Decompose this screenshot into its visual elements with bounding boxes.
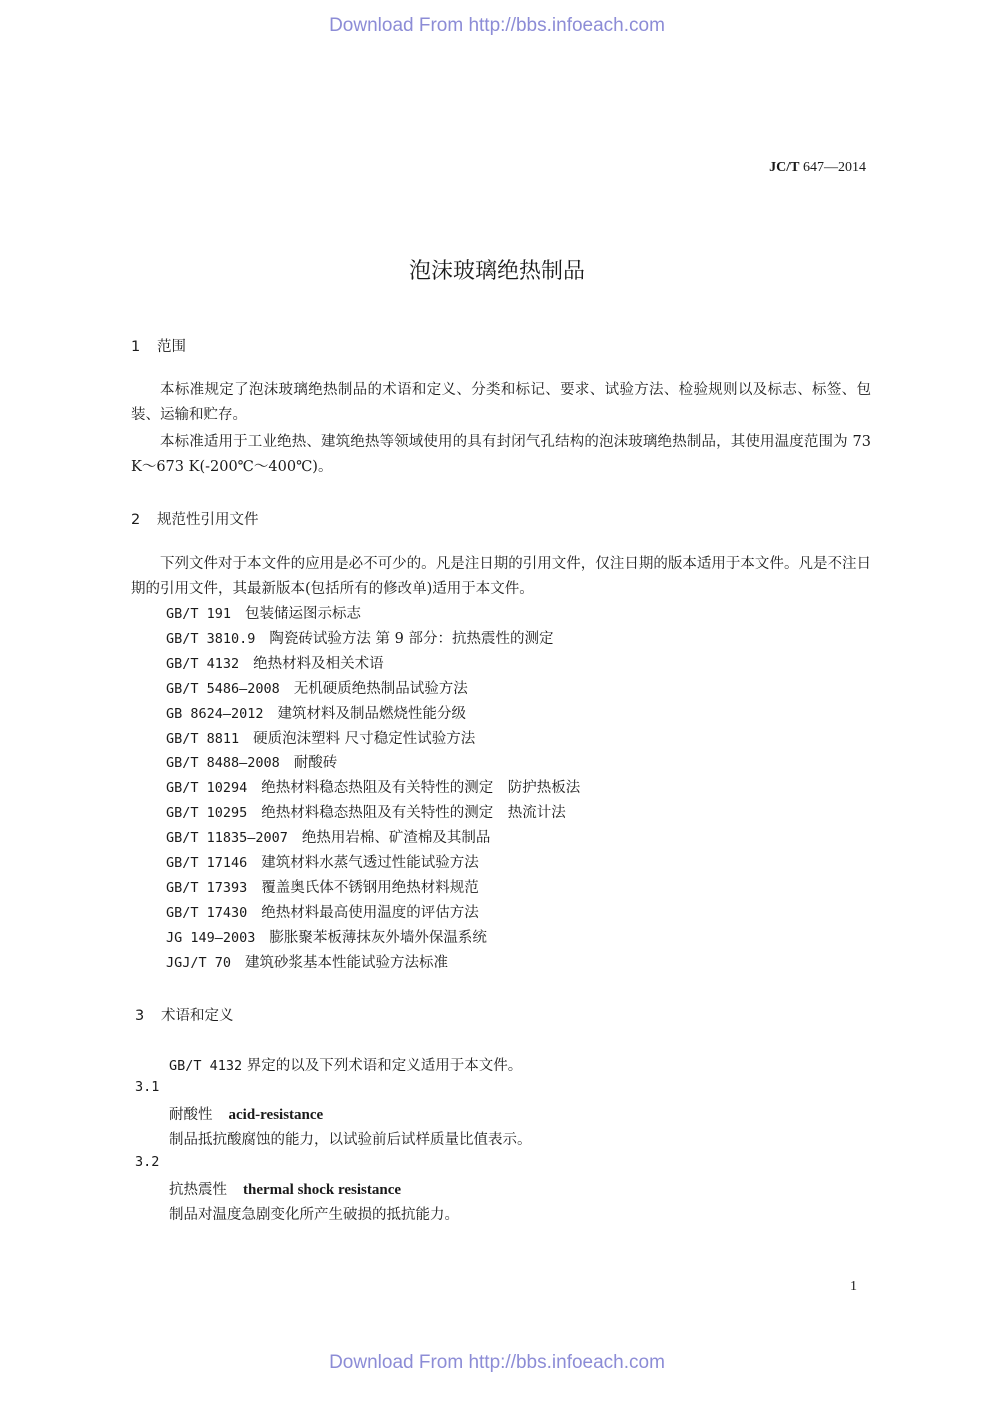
reference-title: 绝热用岩棉、矿渣棉及其制品: [301, 830, 491, 847]
reference-title: 膨胀聚苯板薄抹灰外墙外保温系统: [269, 929, 487, 946]
reference-title: 建筑材料及制品燃烧性能分级: [277, 705, 467, 722]
reference-code: GB/T 8488—2008: [166, 755, 280, 772]
reference-title: 绝热材料最高使用温度的评估方法: [261, 904, 479, 921]
term-english: thermal shock resistance: [243, 1182, 402, 1198]
reference-title: 覆盖奥氏体不锈钢用绝热材料规范: [261, 879, 479, 896]
reference-code: GB/T 8811: [166, 730, 240, 747]
reference-item: [166, 751, 580, 776]
reference-title: 绝热材料及相关术语: [253, 655, 384, 672]
reference-item: [166, 876, 580, 901]
reference-code: JG 149—2003: [166, 929, 256, 946]
intro-code: GB/T 4132: [169, 1058, 243, 1074]
clause-number: 3.2: [135, 1154, 160, 1170]
reference-title: 陶瓷砖试验方法 第 9 部分：抗热震性的测定: [269, 630, 554, 647]
reference-code: GB/T 3810.9: [166, 630, 256, 647]
standard-number-rest: 647—2014: [799, 160, 866, 175]
reference-item: [166, 677, 580, 702]
reference-title: 绝热材料稳态热阻及有关特性的测定 热流计法: [261, 805, 566, 822]
term-chinese: 抗热震性: [169, 1182, 227, 1198]
section-number: 3: [135, 1008, 145, 1024]
reference-code: GB/T 4132: [166, 655, 240, 672]
reference-code: GB/T 10295: [166, 805, 248, 822]
reference-code: GB 8624—2012: [166, 705, 264, 722]
reference-list: [166, 602, 580, 976]
reference-item: [166, 727, 580, 752]
reference-title: 包装储运图示标志: [245, 606, 362, 622]
reference-title: 耐酸砖: [293, 755, 338, 772]
reference-code: GB/T 17430: [166, 904, 248, 921]
section-title: 术语和定义: [161, 1008, 234, 1024]
intro-text: 界定的以及下列术语和定义适用于本文件。: [242, 1058, 523, 1074]
section-1-paragraph-1: 本标准规定了泡沫玻璃绝热制品的术语和定义、分类和标记、要求、试验方法、检验规则以及标志、标签、包装、运输和贮存。: [131, 382, 871, 423]
watermark-bottom: Download From http://bbs.infoeach.com: [329, 1352, 665, 1373]
reference-code: GB/T 17146: [166, 855, 248, 872]
document-title: 泡沫玻璃绝热制品: [408, 259, 585, 284]
section-number: 2: [131, 512, 141, 528]
reference-code: GB/T 5486—2008: [166, 680, 280, 697]
term-chinese: 耐酸性: [169, 1107, 213, 1123]
reference-item: [166, 627, 580, 652]
reference-item: [166, 951, 580, 976]
reference-title: 硬质泡沫塑料 尺寸稳定性试验方法: [253, 730, 476, 747]
reference-title: 绝热材料稳态热阻及有关特性的测定 防护热板法: [261, 780, 581, 797]
term-entry: [169, 1103, 323, 1124]
reference-item: [166, 901, 580, 926]
reference-code: GB/T 10294: [166, 780, 248, 797]
reference-item: [166, 602, 580, 627]
section-2-intro: 下列文件对于本文件的应用是必不可少的。凡是注日期的引用文件，仅注日期的版本适用于本文件。凡是不注日期的引用文件，其最新版本(包括所有的修改单)适用于本文件。: [131, 556, 871, 597]
section-2-heading: [131, 508, 259, 529]
reference-title: 建筑砂浆基本性能试验方法标准: [245, 954, 449, 971]
term-english: acid-resistance: [228, 1107, 324, 1123]
reference-item: [166, 776, 580, 801]
reference-item: [166, 801, 580, 826]
reference-item: [166, 652, 580, 677]
standard-number-prefix: JC/T: [769, 160, 800, 175]
clause-number: 3.1: [135, 1079, 160, 1095]
page-number: 1: [850, 1279, 857, 1294]
reference-code: GB/T 17393: [166, 879, 248, 896]
reference-code: GB/T 191: [166, 606, 232, 622]
reference-item: [166, 702, 580, 727]
watermark-top: Download From http://bbs.infoeach.com: [329, 15, 665, 36]
section-3-heading: [135, 1004, 234, 1025]
section-1-heading: [131, 335, 186, 356]
reference-title: 建筑材料水蒸气透过性能试验方法: [261, 855, 479, 872]
term-definition: 制品抵抗酸腐蚀的能力，以试验前后试样质量比值表示。: [169, 1132, 532, 1148]
section-title: 范围: [157, 339, 186, 355]
reference-code: JGJ/T 70: [166, 954, 232, 971]
section-3-intro: [169, 1054, 522, 1075]
reference-item: [166, 851, 580, 876]
term-entry: [169, 1178, 401, 1199]
section-title: 规范性引用文件: [157, 512, 259, 528]
reference-title: 无机硬质绝热制品试验方法: [293, 680, 468, 697]
reference-item: [166, 926, 580, 951]
section-number: 1: [131, 339, 141, 355]
standard-number: [769, 160, 866, 176]
reference-item: [166, 826, 580, 851]
section-1-paragraph-2: 本标准适用于工业绝热、建筑绝热等领域使用的具有封闭气孔结构的泡沫玻璃绝热制品，其使用温度范围为 73 K～673 K(-200℃～400℃)。: [131, 434, 871, 475]
reference-code: GB/T 11835—2007: [166, 830, 288, 847]
term-definition: 制品对温度急剧变化所产生破损的抵抗能力。: [169, 1207, 459, 1223]
